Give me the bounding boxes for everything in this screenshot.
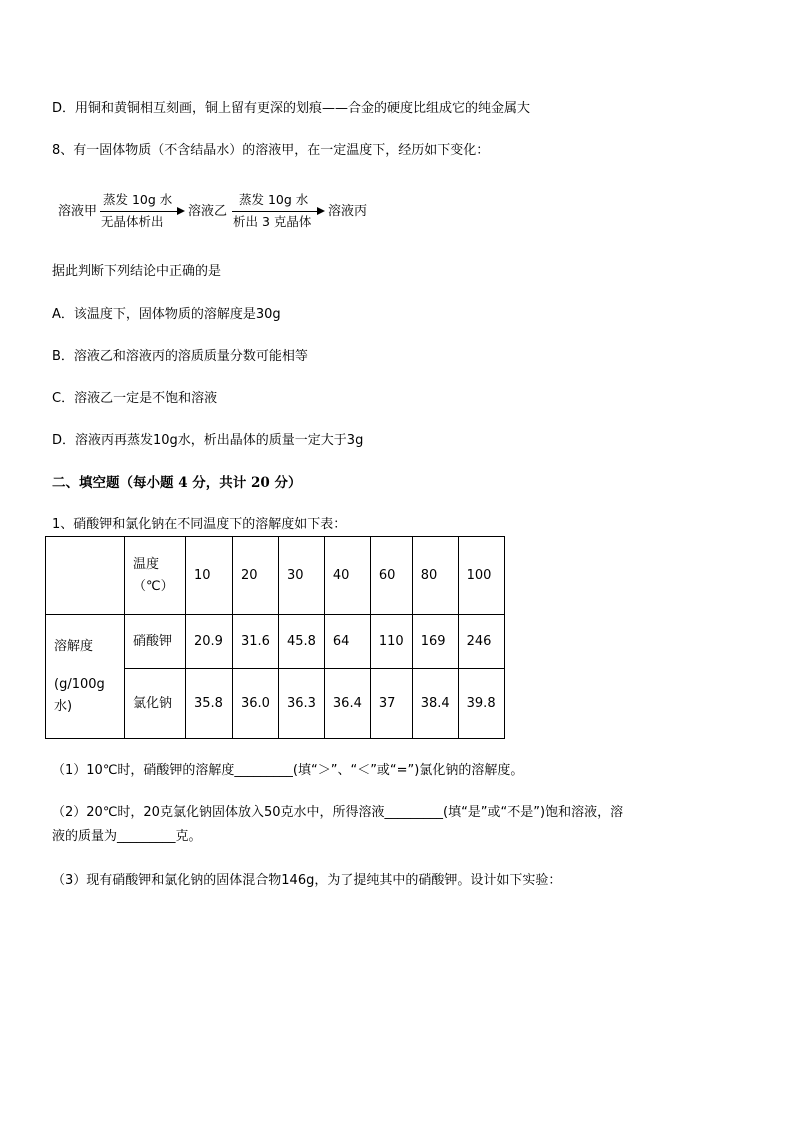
row-label-kno3: 硝酸钾 <box>125 615 186 669</box>
temp-cell: 40 <box>324 537 370 615</box>
table-cell: 246 <box>458 615 504 669</box>
table-cell: 38.4 <box>412 669 458 739</box>
table-cell: 110 <box>370 615 412 669</box>
arrow-1-head-icon <box>177 207 185 215</box>
solution-b-label: 溶液乙 <box>188 204 228 219</box>
sub-question-3: （3）现有硝酸钾和氯化钠的固体混合物146g，为了提纯其中的硝酸钾。设计如下实验： <box>52 873 562 888</box>
step2-condition: 蒸发 10g 水 <box>239 192 309 207</box>
question-8-prompt: 据此判断下列结论中正确的是 <box>52 264 222 279</box>
table-row <box>46 537 505 615</box>
solution-a-label: 溶液甲 <box>58 204 98 219</box>
table-cell: 64 <box>324 615 370 669</box>
temp-cell: 100 <box>458 537 504 615</box>
table-cell: 36.0 <box>233 669 279 739</box>
option-d: D．溶液丙再蒸发10g水，析出晶体的质量一定大于3g <box>52 433 364 448</box>
temperature-header <box>125 537 186 615</box>
option-c: C．溶液乙一定是不饱和溶液 <box>52 391 218 406</box>
reaction-diagram <box>58 192 388 232</box>
solubility-label-line1: 溶解度 <box>54 638 94 654</box>
step2-result: 析出 3 克晶体 <box>233 214 312 229</box>
option-b: B．溶液乙和溶液丙的溶质质量分数可能相等 <box>52 349 308 364</box>
table-cell: 39.8 <box>458 669 504 739</box>
temp-cell: 60 <box>370 537 412 615</box>
temp-cell: 30 <box>278 537 324 615</box>
solubility-label-line3: 水) <box>54 698 73 714</box>
table-cell: 20.9 <box>186 615 233 669</box>
step1-result: 无晶体析出 <box>101 214 164 229</box>
solubility-table <box>45 536 505 739</box>
temperature-header-line2: （℃） <box>133 578 174 594</box>
table-cell: 36.4 <box>324 669 370 739</box>
sub-question-1: （1）10℃时，硝酸钾的溶解度_________(填“＞”、“＜”或“=”)氯化钠的溶解度。 <box>52 763 524 778</box>
table-cell: 37 <box>370 669 412 739</box>
sub-question-2-line1: （2）20℃时，20克氯化钠固体放入50克水中，所得溶液_________(填“是”或“不是”)饱和溶液，溶 <box>52 805 624 820</box>
temp-cell: 10 <box>186 537 233 615</box>
temperature-header-line1: 温度 <box>133 556 160 572</box>
step1-condition: 蒸发 10g 水 <box>103 192 173 207</box>
table-cell: 35.8 <box>186 669 233 739</box>
option-d-alloy: D．用铜和黄铜相互刻画，铜上留有更深的划痕——合金的硬度比组成它的纯金属大 <box>52 101 531 116</box>
table-corner-cell <box>46 537 125 615</box>
option-a: A．该温度下，固体物质的溶解度是30g <box>52 307 281 322</box>
table-cell: 31.6 <box>233 615 279 669</box>
arrow-1-line <box>100 211 178 212</box>
question-8-stem: 8、有一固体物质（不含结晶水）的溶液甲，在一定温度下，经历如下变化： <box>52 143 490 158</box>
temp-cell: 80 <box>412 537 458 615</box>
fill-q1-stem: 1、硝酸钾和氯化钠在不同温度下的溶解度如下表： <box>52 517 347 532</box>
table-cell: 169 <box>412 615 458 669</box>
row-label-nacl: 氯化钠 <box>125 669 186 739</box>
table-cell: 36.3 <box>278 669 324 739</box>
section-2-title: 二、填空题（每小题 4 分，共计 20 分） <box>52 475 302 491</box>
solution-c-label: 溶液丙 <box>328 204 368 219</box>
table-row <box>46 615 505 669</box>
solubility-label-line2: (g/100g <box>54 676 105 692</box>
solubility-label-cell <box>46 615 125 739</box>
arrow-2-head-icon <box>317 207 325 215</box>
table-cell: 45.8 <box>278 615 324 669</box>
arrow-2-line <box>232 211 318 212</box>
temp-cell: 20 <box>233 537 279 615</box>
sub-question-2-line2: 液的质量为_________克。 <box>52 829 202 844</box>
